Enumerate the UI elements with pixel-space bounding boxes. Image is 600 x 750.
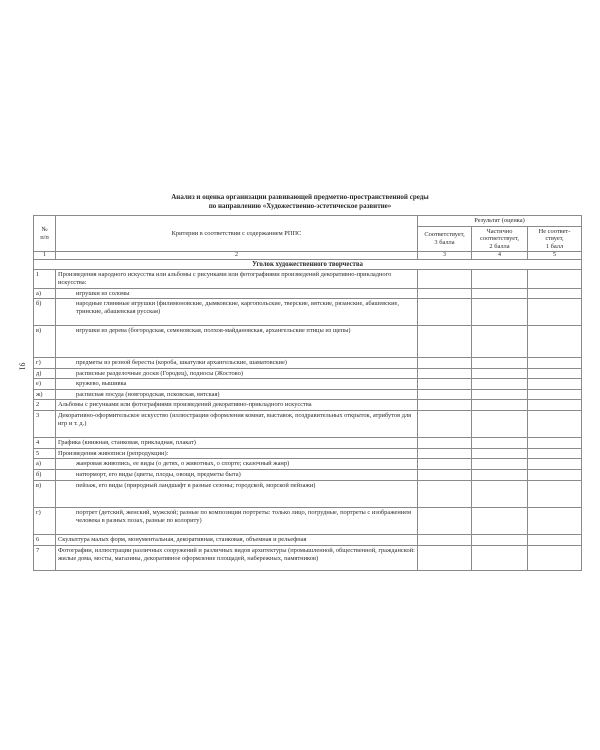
score-2-cell[interactable] [472,448,528,459]
row-criteria: Декоративно-оформительское искусство (иллюстрации оформления комнат, выставок, поздравительных открыток, атрибутов для игр и т. д.) [56,411,418,438]
score-2-cell[interactable] [472,379,528,390]
score-3-cell[interactable] [418,535,472,546]
score-1-cell[interactable] [528,469,582,480]
row-criteria: игрушки из дерева (богородская, семеновская, полхов-майдановская, архангельские птицы из щепы) [56,326,418,358]
score-1-cell[interactable] [528,535,582,546]
table-row [34,326,582,358]
table-row [34,368,582,379]
row-number: 5 [34,448,56,459]
table-row [34,379,582,390]
row-number: г) [34,508,56,535]
row-criteria: Произведения живописи (репродукции): [56,448,418,459]
score-2-cell[interactable] [472,508,528,535]
row-criteria: жанровая живопись, ее виды (о детях, о животных, о спорте; сказочный жанр) [56,459,418,470]
index-cell: 4 [472,252,528,260]
score-3-cell[interactable] [418,389,472,400]
row-criteria: портрет (детский, женский, мужской; разные по композиции портреты: только лицо, погрудные, портреты с изображением человека в разных позах, разные по колориту) [56,508,418,535]
row-number: 3 [34,411,56,438]
header-col-3: Соответствует, 3 балла [418,226,472,252]
header-col-4: Частично соответствует, 2 балла [472,226,528,252]
score-2-cell[interactable] [472,438,528,449]
score-2-cell[interactable] [472,459,528,470]
score-2-cell[interactable] [472,480,528,508]
score-3-cell[interactable] [418,545,472,570]
score-2-cell[interactable] [472,270,528,288]
score-1-cell[interactable] [528,411,582,438]
header-criteria: Критерии в соответствии с содержанием РППС [56,216,418,252]
score-3-cell[interactable] [418,379,472,390]
score-3-cell[interactable] [418,400,472,411]
row-number: г) [34,358,56,369]
row-number: 4 [34,438,56,449]
index-cell: 2 [56,252,418,260]
header-num: № п/п [34,216,56,252]
row-number: 1 [34,270,56,288]
page-number: 91 [17,362,27,371]
row-criteria: расписные разделочные доски (Городец), подносы (Жостово) [56,368,418,379]
score-1-cell[interactable] [528,400,582,411]
table-row [34,389,582,400]
score-1-cell[interactable] [528,358,582,369]
row-number: 2 [34,400,56,411]
score-2-cell[interactable] [472,368,528,379]
row-criteria: расписная посуда (новгородская, псковская, вятская) [56,389,418,400]
score-1-cell[interactable] [528,448,582,459]
index-row [34,252,582,260]
score-1-cell[interactable] [528,508,582,535]
row-criteria: предметы из резной бересты (короба, шкатулки архангельские, шаматовские) [56,358,418,369]
row-number: а) [34,288,56,299]
row-criteria: народные глиняные игрушки (филимоновские, дымковские, каргопольские, тверские, вятские, рязанские, абашевские, тринские, абашевская русская) [56,299,418,326]
table-row [34,508,582,535]
table-row [34,411,582,438]
row-number: б) [34,469,56,480]
table-row [34,545,582,570]
score-1-cell[interactable] [528,270,582,288]
table-row [34,358,582,369]
section-title: Уголок художественного творчества [34,259,582,270]
score-3-cell[interactable] [418,368,472,379]
score-2-cell[interactable] [472,389,528,400]
title-line-1: Анализ и оценка организации развивающей предметно-пространственной среды [171,193,429,201]
score-1-cell[interactable] [528,389,582,400]
table-row [34,459,582,470]
assessment-table [33,215,582,571]
row-criteria: Скульптура малых форм, монументальная, декоративная, станковая, объемная и рельефная [56,535,418,546]
title-line-2: по направлению «Художественно-эстетическое развитие» [208,202,392,210]
score-3-cell[interactable] [418,358,472,369]
score-1-cell[interactable] [528,438,582,449]
header-col-5: Не соответ- ствует, 1 балл [528,226,582,252]
score-2-cell[interactable] [472,535,528,546]
score-3-cell[interactable] [418,326,472,358]
score-3-cell[interactable] [418,448,472,459]
score-1-cell[interactable] [528,288,582,299]
row-number: в) [34,480,56,508]
score-3-cell[interactable] [418,411,472,438]
index-cell: 5 [528,252,582,260]
score-2-cell[interactable] [472,469,528,480]
row-number: е) [34,379,56,390]
row-criteria: игрушки из соломы [56,288,418,299]
score-2-cell[interactable] [472,326,528,358]
index-cell: 1 [34,252,56,260]
row-criteria: Графика (книжная, станковая, прикладная, плакат) [56,438,418,449]
score-3-cell[interactable] [418,459,472,470]
score-1-cell[interactable] [528,326,582,358]
row-criteria: Произведения народного искусства или альбомы с рисунками или фотографиями произведений декоративно-прикладного искусства: [56,270,418,288]
row-number: б) [34,299,56,326]
score-3-cell[interactable] [418,438,472,449]
score-3-cell[interactable] [418,480,472,508]
table-row [34,480,582,508]
score-2-cell[interactable] [472,545,528,570]
row-number: а) [34,459,56,470]
document-title [0,193,600,211]
table-row [34,535,582,546]
index-cell: 3 [418,252,472,260]
row-criteria: пейзаж, его виды (природный ландшафт в разные сезоны; городской, морской пейзажи) [56,480,418,508]
score-2-cell[interactable] [472,358,528,369]
score-1-cell[interactable] [528,299,582,326]
score-2-cell[interactable] [472,288,528,299]
score-3-cell[interactable] [418,288,472,299]
table-row [34,299,582,326]
score-1-cell[interactable] [528,379,582,390]
score-2-cell[interactable] [472,299,528,326]
row-number: 7 [34,545,56,570]
section-row [34,259,582,270]
table-row [34,448,582,459]
row-criteria: кружево, вышивка [56,379,418,390]
score-1-cell[interactable] [528,545,582,570]
score-1-cell[interactable] [528,368,582,379]
row-number: д) [34,368,56,379]
row-criteria: Фотографии, иллюстрации различных сооружений и различных видов архитектуры (промышленной, общественной, гражданской: жилые дома, мосты, магазины, декоративное оформление площадей, набережных, памятников) [56,545,418,570]
score-1-cell[interactable] [528,459,582,470]
score-3-cell[interactable] [418,270,472,288]
score-2-cell[interactable] [472,411,528,438]
row-criteria: натюрморт, его виды (цветы, плоды, овощи, предметы быта) [56,469,418,480]
row-number: в) [34,326,56,358]
header-result: Результат (оценка) [418,216,582,227]
score-3-cell[interactable] [418,299,472,326]
score-3-cell[interactable] [418,469,472,480]
table-row [34,469,582,480]
row-number: ж) [34,389,56,400]
table-row [34,270,582,288]
score-2-cell[interactable] [472,400,528,411]
row-criteria: Альбомы с рисунками или фотографиями произведений декоративно-прикладного искусства [56,400,418,411]
row-number: 6 [34,535,56,546]
score-3-cell[interactable] [418,508,472,535]
table-row [34,288,582,299]
table-row [34,438,582,449]
table-row [34,400,582,411]
score-1-cell[interactable] [528,480,582,508]
